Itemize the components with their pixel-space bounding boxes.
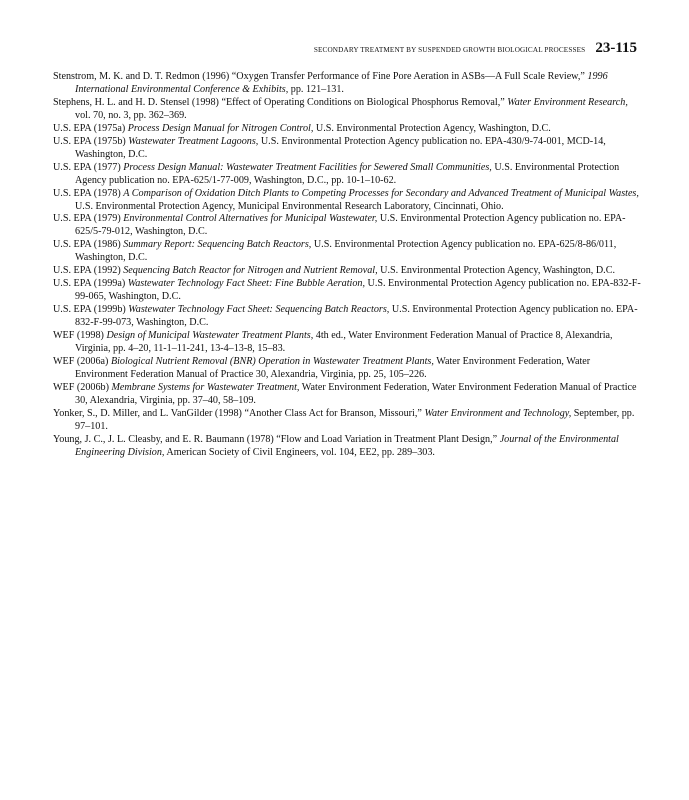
reference-item bbox=[53, 330, 643, 356]
reference-text: U.S. EPA (1979) bbox=[53, 213, 124, 225]
reference-details: vol. 70, no. 3, pp. 362–369. bbox=[75, 109, 187, 121]
reference-source-title: 1996 International Environmental Conference & Exhibits, bbox=[75, 71, 608, 95]
reference-source-title: Membrane Systems for Wastewater Treatment, bbox=[111, 381, 300, 393]
reference-text: Stephens, H. L. and H. D. Stensel (1998) “Effect of Operating Conditions on Biological Phosphorus Removal,” bbox=[53, 96, 508, 108]
reference-source-title: Water Environment Research, bbox=[507, 96, 628, 108]
reference-text: U.S. EPA (1975a) bbox=[53, 122, 128, 134]
reference-item bbox=[53, 188, 643, 214]
reference-source-title: Sequencing Batch Reactor for Nitrogen and Nutrient Removal, bbox=[123, 265, 378, 277]
reference-item bbox=[53, 213, 643, 239]
reference-text: U.S. EPA (1992) bbox=[53, 265, 124, 277]
reference-text: U.S. EPA (1999a) bbox=[53, 278, 128, 290]
reference-source-title: Wastewater Treatment Lagoons, bbox=[128, 135, 259, 147]
reference-text: WEF (1998) bbox=[53, 330, 107, 342]
reference-text: U.S. EPA (1978) bbox=[53, 187, 124, 199]
reference-text: WEF (2006b) bbox=[53, 381, 112, 393]
reference-source-title: Design of Municipal Wastewater Treatment Plants, bbox=[106, 330, 314, 342]
reference-item bbox=[53, 382, 643, 408]
reference-details: Water Environment Federation, Water Environment Federation Manual of Practice 30, Alexandria, Virginia, pp. 25, 105–226. bbox=[75, 355, 591, 380]
reference-source-title: Water Environment and Technology, bbox=[424, 407, 572, 419]
reference-source-title: Biological Nutrient Removal (BNR) Operation in Wastewater Treatment Plants, bbox=[110, 355, 434, 367]
reference-source-title: Wastewater Technology Fact Sheet: Sequencing Batch Reactors, bbox=[128, 304, 390, 316]
reference-details: U.S. Environmental Protection Agency publication no. EPA-832-F-99-073, Washington, D.C. bbox=[75, 304, 638, 329]
reference-text: WEF (2006a) bbox=[53, 355, 111, 367]
reference-source-title: Journal of the Environmental Engineering Division, bbox=[75, 433, 619, 458]
running-title: SECONDARY TREATMENT BY SUSPENDED GROWTH BIOLOGICAL PROCESSES bbox=[313, 46, 586, 54]
reference-source-title: Process Design Manual: Wastewater Treatment Facilities for Sewered Small Communities, bbox=[123, 161, 492, 173]
reference-source-title: A Comparison of Oxidation Ditch Plants to Competing Processes for Secondary and Advanced Treatment of Municipal Wastes, bbox=[123, 187, 639, 199]
reference-item bbox=[53, 278, 643, 304]
reference-details: Water Environment Federation, Water Environment Federation Manual of Practice 30, Alexandria, Virginia, pp. 37–40, 58–109. bbox=[75, 381, 637, 406]
reference-item bbox=[53, 265, 643, 278]
reference-item bbox=[53, 97, 643, 123]
reference-details: September, pp. 97–101. bbox=[75, 407, 635, 432]
reference-text: U.S. EPA (1977) bbox=[53, 161, 124, 173]
reference-text: U.S. EPA (1986) bbox=[53, 239, 124, 251]
reference-source-title: Environmental Control Alternatives for Municipal Wastewater, bbox=[123, 213, 378, 225]
reference-item bbox=[53, 408, 643, 434]
reference-details: U.S. Environmental Protection Agency publication no. EPA-832-F-99-065, Washington, D.C. bbox=[75, 278, 641, 303]
reference-details: U.S. Environmental Protection Agency publication no. EPA-625/8-86/011, Washington, D.C. bbox=[75, 239, 617, 264]
reference-text: U.S. EPA (1999b) bbox=[53, 304, 129, 316]
reference-item bbox=[53, 162, 643, 188]
reference-details: U.S. Environmental Protection Agency, Washington, D.C. bbox=[377, 265, 616, 277]
reference-source-title: Process Design Manual for Nitrogen Control, bbox=[127, 122, 314, 134]
page-number: 23-115 bbox=[595, 40, 637, 56]
reference-item bbox=[53, 434, 643, 460]
reference-list bbox=[53, 71, 643, 460]
reference-details: U.S. Environmental Protection Agency publication no. EPA-430/9-74-001, MCD-14, Washington, D.C. bbox=[75, 135, 606, 160]
reference-item bbox=[53, 304, 643, 330]
reference-source-title: Wastewater Technology Fact Sheet: Fine Bubble Aeration, bbox=[127, 278, 365, 290]
reference-item bbox=[53, 356, 643, 382]
running-header bbox=[314, 40, 637, 57]
reference-item bbox=[53, 71, 643, 97]
reference-details: American Society of Civil Engineers, vol. 104, EE2, pp. 289–303. bbox=[164, 446, 435, 458]
reference-source-title: Summary Report: Sequencing Batch Reactors, bbox=[123, 239, 312, 251]
reference-item bbox=[53, 239, 643, 265]
reference-details: U.S. Environmental Protection Agency publication no. EPA-625/1-77-009, Washington, D.C., pp. 10-1–10-62. bbox=[75, 161, 620, 186]
reference-details: pp. 121–131. bbox=[288, 83, 344, 95]
reference-details: U.S. Environmental Protection Agency, Municipal Environmental Research Laboratory, Cincinnati, Ohio. bbox=[75, 200, 504, 212]
reference-item bbox=[53, 136, 643, 162]
reference-text: U.S. EPA (1975b) bbox=[53, 135, 129, 147]
reference-details: 4th ed., Water Environment Federation Manual of Practice 8, Alexandria, Virginia, pp. 4–20, 11-1–11-241, 13-4–13-8, 15–83. bbox=[75, 330, 613, 355]
reference-text: Stenstrom, M. K. and D. T. Redmon (1996) “Oxygen Transfer Performance of Fine Pore Aeration in ASBs—A Full Scale Review,” bbox=[53, 71, 588, 82]
reference-text: Yonker, S., D. Miller, and L. VanGilder (1998) “Another Class Act for Branson, Missouri,” bbox=[53, 407, 425, 419]
reference-details: U.S. Environmental Protection Agency publication no. EPA-625/5-79-012, Washington, D.C. bbox=[75, 213, 626, 238]
reference-item bbox=[53, 123, 643, 136]
reference-details: U.S. Environmental Protection Agency, Washington, D.C. bbox=[313, 122, 551, 134]
reference-text: Young, J. C., J. L. Cleasby, and E. R. Baumann (1978) “Flow and Load Variation in Treatment Plant Design,” bbox=[53, 433, 500, 445]
